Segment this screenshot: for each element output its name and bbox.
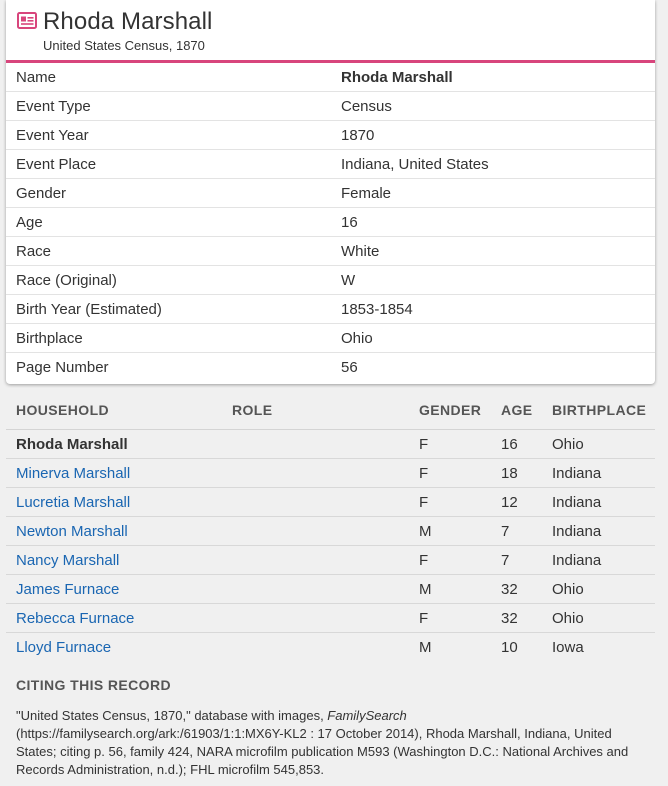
record-card	[6, 0, 655, 384]
household-table	[6, 392, 655, 662]
household-member-gender: M	[419, 639, 432, 656]
household-member-gender: F	[419, 436, 429, 453]
household-member-name[interactable]: Lucretia Marshall	[16, 494, 131, 511]
household-row	[6, 604, 655, 633]
household-member-birthplace: Indiana	[552, 523, 602, 540]
fact-row	[6, 237, 655, 266]
household-row	[6, 430, 655, 459]
fact-label: Event Place	[16, 156, 97, 173]
household-member-birthplace: Ohio	[552, 436, 584, 453]
household-row	[6, 517, 655, 546]
household-member-birthplace: Indiana	[552, 494, 602, 511]
fact-label: Name	[16, 69, 57, 86]
citation-text	[16, 707, 651, 779]
fact-label: Birthplace	[16, 330, 83, 347]
fact-label: Gender	[16, 185, 67, 202]
fact-row	[6, 208, 655, 237]
fact-label: Event Type	[16, 98, 91, 115]
household-member-age: 32	[501, 581, 518, 598]
record-card-icon	[17, 12, 37, 29]
household-member-gender: F	[419, 610, 429, 627]
household-member-gender: M	[419, 581, 432, 598]
record-title: Rhoda Marshall	[43, 8, 213, 35]
household-member-name[interactable]: Newton Marshall	[16, 523, 128, 540]
fact-label: Event Year	[16, 127, 89, 144]
household-member-birthplace: Ohio	[552, 581, 584, 598]
household-header-row	[6, 392, 655, 430]
household-member-age: 7	[501, 552, 510, 569]
fact-row	[6, 324, 655, 353]
household-member-age: 18	[501, 465, 518, 482]
fact-row	[6, 150, 655, 179]
fact-row	[6, 353, 655, 382]
household-member-birthplace: Indiana	[552, 465, 602, 482]
fact-row	[6, 266, 655, 295]
household-row	[6, 633, 655, 662]
household-member-age: 7	[501, 523, 510, 540]
record-header	[6, 0, 655, 63]
column-household: HOUSEHOLD	[16, 402, 110, 418]
household-member-age: 16	[501, 436, 518, 453]
fact-label: Page Number	[16, 359, 109, 376]
fact-list	[6, 63, 655, 382]
fact-label: Birth Year (Estimated)	[16, 301, 162, 318]
household-row	[6, 546, 655, 575]
household-member-age: 32	[501, 610, 518, 627]
fact-value: Rhoda Marshall	[341, 69, 453, 86]
column-gender: GENDER	[419, 402, 482, 418]
household-rows	[6, 430, 655, 662]
fact-label: Race	[16, 243, 52, 260]
household-member-name[interactable]: Lloyd Furnace	[16, 639, 112, 656]
household-member-age: 10	[501, 639, 518, 656]
household-member-birthplace: Indiana	[552, 552, 602, 569]
household-row	[6, 488, 655, 517]
column-role: ROLE	[232, 402, 273, 418]
household-member-name[interactable]: Nancy Marshall	[16, 552, 120, 569]
fact-value: White	[341, 243, 380, 260]
household-member-name[interactable]: Rebecca Furnace	[16, 610, 135, 627]
citation-text-before: "United States Census, 1870," database with images,	[16, 708, 328, 723]
household-member-birthplace: Iowa	[552, 639, 584, 656]
fact-value: 16	[341, 214, 358, 231]
fact-value: 56	[341, 359, 358, 376]
column-age: AGE	[501, 402, 533, 418]
fact-value: Female	[341, 185, 392, 202]
fact-label: Age	[16, 214, 43, 231]
household-member-gender: F	[419, 552, 429, 569]
fact-value: Indiana, United States	[341, 156, 489, 173]
household-member-name[interactable]: Minerva Marshall	[16, 465, 131, 482]
fact-label: Race (Original)	[16, 272, 117, 289]
fact-row	[6, 92, 655, 121]
household-member-age: 12	[501, 494, 518, 511]
fact-row	[6, 295, 655, 324]
household-member-gender: M	[419, 523, 432, 540]
citation-source: FamilySearch	[327, 708, 407, 723]
fact-value: Census	[341, 98, 392, 115]
fact-row	[6, 63, 655, 92]
fact-value: W	[341, 272, 356, 289]
household-member-gender: F	[419, 494, 429, 511]
citation-heading: CITING THIS RECORD	[16, 677, 171, 693]
fact-row	[6, 179, 655, 208]
household-member-birthplace: Ohio	[552, 610, 584, 627]
citation-text-after: (https://familysearch.org/ark:/61903/1:1:MX6Y-KL2 : 17 October 2014), Rhoda Marshall, Indiana, United States; citing p. 56, family 424, NARA microfilm publication M593 (Washington D.C.: National Archives and Records Administration, n.d.); FHL microfilm 545,853.	[16, 726, 629, 777]
fact-value: 1853-1854	[341, 301, 413, 318]
record-collection[interactable]: United States Census, 1870	[43, 38, 205, 53]
fact-value: 1870	[341, 127, 375, 144]
fact-row	[6, 121, 655, 150]
household-member-name: Rhoda Marshall	[16, 436, 128, 453]
column-birthplace: BIRTHPLACE	[552, 402, 647, 418]
household-member-gender: F	[419, 465, 429, 482]
fact-value: Ohio	[341, 330, 373, 347]
household-member-name[interactable]: James Furnace	[16, 581, 120, 598]
household-row	[6, 575, 655, 604]
household-row	[6, 459, 655, 488]
